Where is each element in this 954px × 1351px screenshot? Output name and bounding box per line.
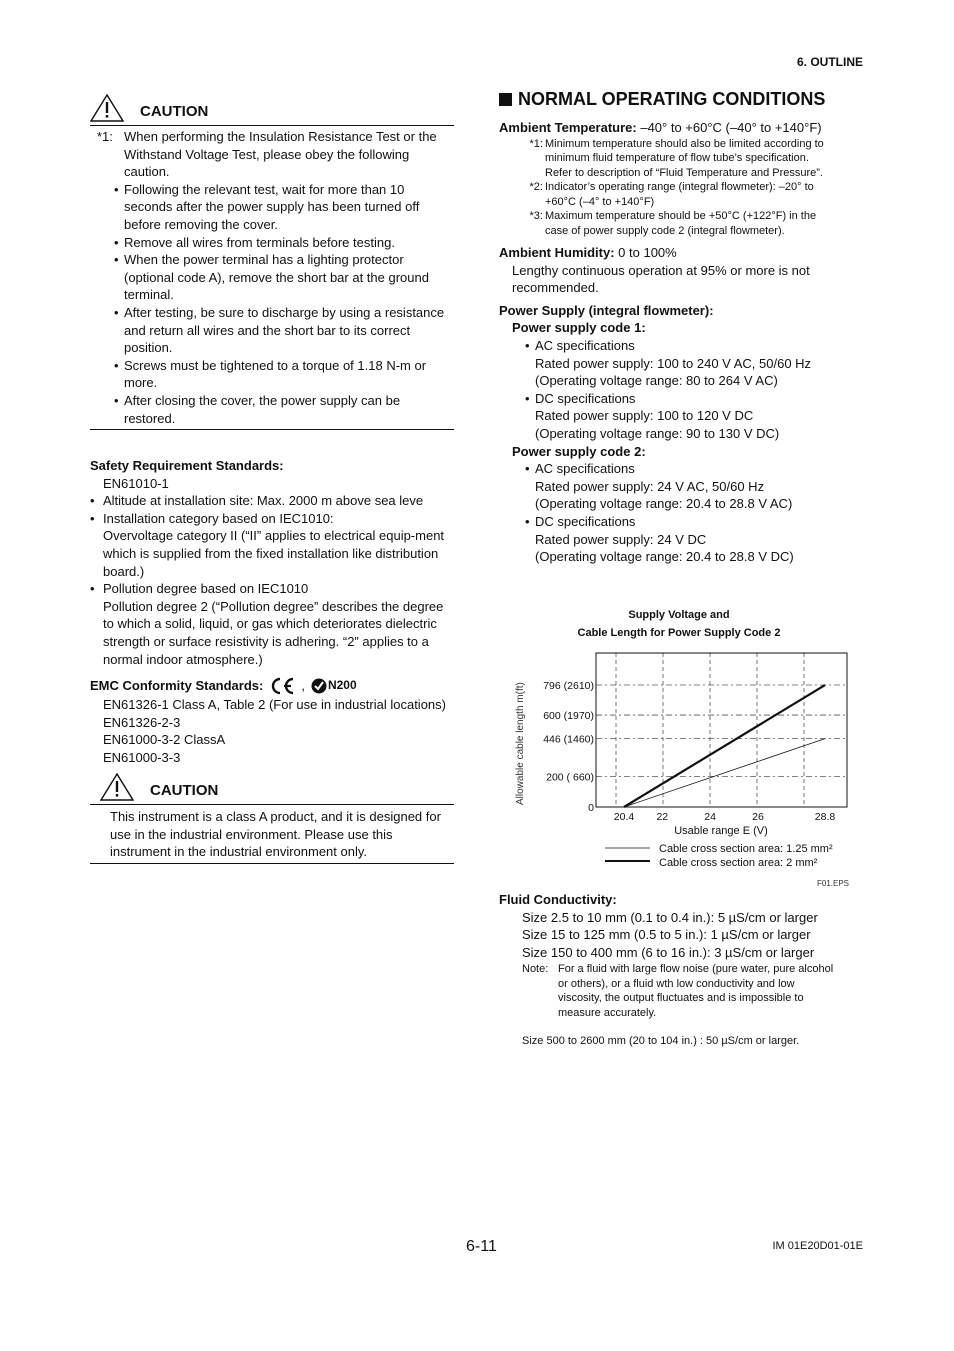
list-item-text: Altitude at installation site: Max. 2000 m above sea leve: [103, 493, 424, 509]
x-tick-label: 22: [656, 811, 669, 823]
list-item: • DC specifications: [525, 390, 636, 406]
list-item: • Pollution degree based on IEC1010: [90, 581, 309, 597]
field-label: Ambient Humidity:: [499, 245, 615, 261]
note-key: *1:: [529, 137, 543, 150]
ambient-temperature: [499, 119, 859, 137]
bullet-dot: •: [114, 181, 119, 197]
temperature-notes: [499, 137, 859, 239]
emc-section: [90, 676, 454, 766]
power-code-label: Power supply code 1:: [512, 320, 646, 336]
ambient-humidity: [499, 244, 859, 262]
caution-heading: [90, 773, 454, 801]
x-tick-label: 24: [704, 811, 716, 823]
emc-standard: EN61000-3-3: [103, 749, 181, 765]
spec-line: (Operating voltage range: 90 to 130 V DC): [535, 426, 780, 442]
y-tick-label: 0: [588, 802, 594, 814]
chart-grid: [596, 653, 847, 807]
list-item-text: Screws must be tightened to a torque of 1.18 N-m or more.: [124, 357, 427, 391]
note-text: When performing the Insulation Resistance Test or the Withstand Voltage Test, please obey the following caution.: [124, 129, 437, 180]
section-title-text: NORMAL OPERATING CONDITIONS: [518, 89, 826, 109]
spec-line: Rated power supply: 100 to 240 V AC, 50/60 Hz: [535, 355, 812, 371]
operating-conditions: [499, 89, 859, 566]
fluid-extra-note: Size 500 to 2600 mm (20 to 104 in.) : 50 µS/cm or larger.: [522, 1035, 800, 1048]
document-id: IM 01E20D01-01E: [772, 1240, 863, 1252]
series-line-2: [624, 685, 825, 807]
x-tick-label: 28.8: [814, 811, 836, 823]
warning-triangle-icon: [100, 773, 134, 801]
caution-box-1: [90, 94, 454, 430]
x-tick-label: 20.4: [613, 811, 635, 823]
series-line-1: [624, 739, 825, 807]
emc-standard: EN61326-1 Class A, Table 2 (For use in industrial locations): [103, 697, 446, 712]
c-tick-icon: [311, 678, 327, 694]
chart-ticks: [543, 680, 835, 823]
spec-line: Rated power supply: 100 to 120 V DC: [535, 408, 754, 424]
emc-standard: EN61326-2-3: [103, 714, 181, 730]
list-item: [499, 137, 859, 166]
c-tick-mark: [311, 677, 357, 695]
square-bullet-icon: [499, 93, 512, 106]
chart-legend: [605, 843, 833, 869]
list-item: [499, 180, 859, 209]
list-item: [90, 357, 454, 392]
note-key: *2:: [529, 181, 543, 194]
list-item-text: AC specifications: [535, 338, 635, 354]
conductivity-line: Size 2.5 to 10 mm (0.1 to 0.4 in.): 5 µS/cm or larger: [522, 909, 818, 925]
note-key: *1:: [97, 129, 113, 144]
caution-box-2: [90, 773, 454, 864]
list-item-text: DC specifications: [535, 514, 636, 529]
list-item: [90, 392, 454, 427]
list-item: • AC specifications: [525, 461, 635, 477]
bullet-dot: •: [114, 252, 119, 268]
y-tick-label: 796 (2610): [543, 680, 594, 693]
spec-line: Rated power supply: 24 V DC: [535, 531, 707, 547]
note-text: For a fluid with large flow noise (pure water, pure alcohol or others), or a fluid wth low conductivity and low viscosity, the output fluctuates and is impossible to measure accurately.: [558, 963, 834, 1019]
caution-text: This instrument is a class A product, and it is designed for use in the industrial environment. Please use this instrument in the industrial environment only.: [110, 809, 441, 860]
divider: [90, 125, 454, 126]
caution-heading: [90, 94, 454, 122]
bullet-dot: •: [114, 304, 119, 320]
field-label: Power Supply (integral flowmeter):: [499, 302, 714, 318]
caution-title: CAUTION: [140, 103, 209, 120]
humidity-note: Lengthy continuous operation at 95% or more is not recommended.: [512, 262, 810, 296]
list-item-text: After testing, be sure to discharge by using a resistance and return all wires and the short bar to its correct position.: [124, 304, 445, 356]
note-key: *3:: [529, 210, 543, 223]
list-item: • DC specifications: [525, 514, 636, 529]
spec-line: (Operating voltage range: 20.4 to 28.8 V AC): [535, 496, 793, 512]
list-item-text: Following the relevant test, wait for more than 10 seconds after the power supply has been turned off before removing the cover.: [124, 181, 420, 232]
y-axis-label: Allowable cable length m(ft): [515, 682, 526, 805]
c-tick-code: N200: [327, 678, 357, 693]
page-number: 6-11: [466, 1238, 497, 1255]
emc-title: EMC Conformity Standards:: [90, 678, 264, 694]
y-tick-label: 200 ( 660): [546, 771, 594, 784]
spec-line: (Operating voltage range: 80 to 264 V AC): [535, 373, 778, 389]
plot-frame: [596, 653, 847, 807]
list-item-text: Remove all wires from terminals before testing.: [124, 234, 395, 250]
section-title: [499, 89, 859, 110]
chart-series: [624, 685, 825, 807]
list-item: [90, 251, 454, 304]
spec-line: (Operating voltage range: 20.4 to 28.8 V DC): [535, 549, 794, 565]
field-value: –40° to +60°C (–40° to +140°F): [636, 120, 822, 135]
ce-mark-icon: [269, 676, 295, 696]
cable-length-chart: [499, 645, 859, 895]
safety-title: Safety Requirement Standards:: [90, 458, 284, 473]
bullet-dot: •: [114, 357, 119, 373]
y-tick-label: 600 (1970): [543, 710, 594, 723]
list-item: [90, 181, 454, 234]
emc-standards-list: [90, 696, 454, 766]
safety-standard: EN61010-1: [103, 475, 169, 491]
note-text: Refer to description of “Fluid Temperature and Pressure”.: [545, 166, 823, 179]
list-item: [499, 209, 859, 238]
conductivity-list: [499, 909, 859, 962]
spec-line: Rated power supply: 24 V AC, 50/60 Hz: [535, 478, 765, 494]
fluid-conductivity: [499, 891, 859, 1049]
conductivity-line: Size 150 to 400 mm (6 to 16 in.): 3 µS/cm or larger: [522, 944, 815, 960]
fluid-note: [499, 962, 859, 1020]
note-key: Note:: [522, 963, 549, 976]
list-item-text: When the power terminal has a lighting protector (optional code A), remove the short bar at the ground terminal.: [124, 252, 429, 303]
caution-note: [90, 128, 454, 181]
list-item-detail: Overvoltage category II (“II” applies to electrical equip-ment which is supplied from the fixed installation like distribution board.): [103, 528, 445, 579]
emc-heading: [90, 676, 454, 696]
note-key: [499, 166, 545, 181]
field-label: Fluid Conductivity:: [499, 892, 617, 907]
warning-triangle-icon: [90, 94, 124, 122]
y-tick-label: 446 (1460): [543, 733, 594, 746]
list-item: [499, 166, 859, 181]
power-supply: [499, 302, 859, 566]
conductivity-line: Size 15 to 125 mm (0.5 to 5 in.): 1 µS/cm or larger: [522, 927, 811, 943]
divider: [90, 429, 454, 430]
safety-section: [90, 457, 454, 668]
field-value: 0 to 100%: [614, 245, 677, 261]
field-label: Ambient Temperature:: [499, 120, 637, 135]
chart-title-line: Supply Voltage and: [628, 609, 730, 621]
power-code-label: Power supply code 2:: [512, 443, 646, 459]
list-item: [90, 234, 454, 252]
bullet-dot: •: [114, 392, 119, 408]
chart-title: [499, 606, 859, 642]
bullet-dot: •: [114, 234, 119, 250]
emc-separator: ,: [301, 678, 305, 694]
note-text: Indicator’s operating range (integral flowmeter): –20° to +60°C (–4° to +140°F): [545, 181, 814, 208]
list-item-detail: Pollution degree 2 (“Pollution degree” describes the degree to which a solid, liquid, or gas which deteriorates dielectric strength or surface resistivity is adhering. “2” applies to a normal indoor atmosphere.): [103, 598, 444, 667]
list-item-text: DC specifications: [535, 390, 636, 406]
list-item-text: After closing the cover, the power supply can be restored.: [124, 392, 401, 426]
chart-title-line: Cable Length for Power Supply Code 2: [577, 627, 781, 639]
list-item: • AC specifications: [525, 338, 635, 354]
note-text: Minimum temperature should also be limited according to minimum fluid temperature of flow tube’s specification.: [545, 137, 824, 165]
list-item-text: Pollution degree based on IEC1010: [103, 581, 309, 597]
caution-title: CAUTION: [150, 782, 219, 799]
divider: [90, 863, 454, 864]
legend-label-1: Cable cross section area: 1.25 mm²: [659, 843, 833, 855]
list-item-text: AC specifications: [535, 461, 635, 477]
caution-bullets: [90, 181, 454, 427]
list-item: • Altitude at installation site: Max. 2000 m above sea leve: [90, 493, 424, 509]
figure-file-label: F01.EPS: [816, 879, 849, 888]
note-text: Maximum temperature should be +50°C (+122°F) in the case of power supply code 2 (integral flowmeter).: [545, 210, 817, 237]
list-item-text: Installation category based on IEC1010:: [103, 510, 334, 526]
list-item: • Installation category based on IEC1010:: [90, 510, 334, 526]
divider: [90, 804, 454, 805]
section-header: 6. OUTLINE: [796, 55, 863, 69]
list-item: [90, 304, 454, 357]
x-axis-label: Usable range E (V): [674, 825, 768, 837]
emc-standard: EN61000-3-2 ClassA: [103, 732, 226, 748]
legend-label-2: Cable cross section area: 2 mm²: [659, 857, 818, 869]
x-tick-label: 26: [752, 811, 764, 823]
